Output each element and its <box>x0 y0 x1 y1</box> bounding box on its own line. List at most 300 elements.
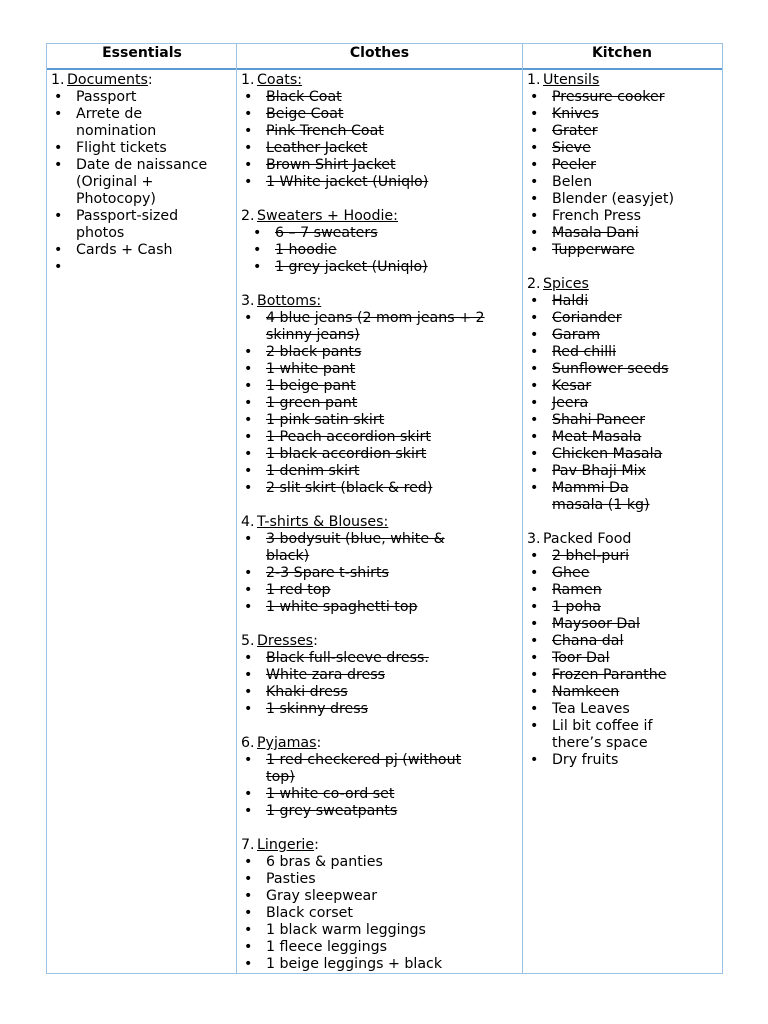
item-line: Beige Coat <box>266 106 344 122</box>
list-item <box>523 208 722 225</box>
section-heading: Bottoms: <box>257 293 322 309</box>
list-item <box>523 718 722 752</box>
item-line: 4 blue jeans (2 mom jeans + 2 <box>266 310 485 326</box>
section-title <box>523 531 722 548</box>
packed-item-text <box>552 667 666 683</box>
packed-item-text <box>552 327 600 343</box>
item-text <box>266 905 353 921</box>
kitchen-column <box>523 72 722 769</box>
list-item <box>47 140 236 157</box>
bullet-icon: • <box>253 225 262 241</box>
section-title <box>237 837 522 854</box>
item-line: Sunflower seeds <box>552 361 669 377</box>
section-heading: Dresses <box>257 633 314 649</box>
item-line: Peeler <box>552 157 597 173</box>
item-line: nomination <box>76 123 157 139</box>
bullet-icon: • <box>244 599 253 615</box>
list-section <box>237 735 522 820</box>
list-item <box>237 174 522 191</box>
packed-item-text <box>552 242 635 258</box>
list-item <box>523 616 722 633</box>
list-item <box>237 89 522 106</box>
bullet-icon: • <box>530 242 539 258</box>
packed-item-text <box>552 157 596 173</box>
bullet-icon: • <box>530 412 539 428</box>
section-title <box>237 735 522 752</box>
list-item <box>237 905 522 922</box>
list-section <box>523 72 722 259</box>
bullet-icon: • <box>530 123 539 139</box>
item-text <box>76 140 167 156</box>
section-title <box>47 72 236 89</box>
item-line: Kesar <box>552 378 592 394</box>
item-line: there’s space <box>552 735 648 751</box>
item-line: Namkeen <box>552 684 620 700</box>
item-line: Passport <box>76 89 137 105</box>
packed-item-text <box>266 361 355 377</box>
bullet-icon: • <box>530 293 539 309</box>
packed-item-text <box>552 599 601 615</box>
list-item <box>237 531 522 565</box>
packed-item-text <box>266 786 394 802</box>
list-section <box>47 72 236 275</box>
packed-item-text <box>266 582 331 598</box>
item-line: photos <box>76 225 125 241</box>
table-header-row <box>47 44 722 70</box>
packed-item-text <box>552 684 619 700</box>
list-section <box>237 208 522 276</box>
item-list <box>523 548 722 769</box>
list-item <box>523 599 722 616</box>
item-line: Ramen <box>552 582 602 598</box>
section-number: 3. <box>527 531 541 547</box>
section-heading-suffix: : <box>316 735 322 751</box>
packed-item-text <box>552 344 616 360</box>
bullet-icon: • <box>530 667 539 683</box>
item-line: Pav Bhaji Mix <box>552 463 646 479</box>
bullet-icon: • <box>244 684 253 700</box>
item-text <box>552 208 641 224</box>
bullet-icon: • <box>530 429 539 445</box>
section-heading-suffix: : <box>314 837 319 853</box>
packed-item-text <box>266 157 396 173</box>
item-line: Maysoor Dal <box>552 616 640 632</box>
list-item <box>237 939 522 956</box>
list-item <box>523 174 722 191</box>
bullet-icon: • <box>54 157 63 173</box>
item-line: Mammi Da <box>552 480 629 496</box>
list-item <box>237 888 522 905</box>
item-text <box>552 174 592 190</box>
list-item <box>523 701 722 718</box>
item-line: French Press <box>552 208 642 224</box>
list-item <box>523 191 722 208</box>
packed-item-text <box>275 242 337 258</box>
item-list <box>523 293 722 514</box>
section-number: 3. <box>241 293 255 309</box>
item-line: 6 bras & panties <box>266 854 383 870</box>
section-number: 2. <box>527 276 541 292</box>
list-section <box>237 72 522 191</box>
packed-item-text <box>266 650 429 666</box>
item-line: Pasties <box>266 871 316 887</box>
item-line: 3 bodysuit (blue, white & <box>266 531 445 547</box>
item-list <box>237 89 522 191</box>
list-item <box>237 922 522 939</box>
item-text <box>266 956 442 972</box>
bullet-icon: • <box>530 463 539 479</box>
list-item <box>523 446 722 463</box>
item-line: Garam <box>552 327 601 343</box>
item-line: Chana dal <box>552 633 624 649</box>
packed-item-text <box>552 310 622 326</box>
bullet-icon: • <box>244 939 253 955</box>
bullet-icon: • <box>244 582 253 598</box>
packed-item-text <box>266 446 426 462</box>
list-item <box>237 480 522 497</box>
list-item <box>523 293 722 310</box>
packed-item-text <box>552 89 665 105</box>
packed-item-text <box>266 667 385 683</box>
list-item <box>237 565 522 582</box>
header-clothes: Clothes <box>349 45 410 61</box>
list-item <box>237 242 522 259</box>
bullet-icon: • <box>244 140 253 156</box>
packed-item-text <box>552 446 662 462</box>
bullet-icon: • <box>244 157 253 173</box>
item-line: 1 beige leggings + black <box>266 956 443 972</box>
list-item <box>237 361 522 378</box>
item-list <box>237 531 522 616</box>
bullet-icon: • <box>530 395 539 411</box>
item-text <box>266 854 383 870</box>
packed-item-text <box>552 480 650 513</box>
bullet-icon: • <box>244 395 253 411</box>
packed-item-text <box>552 565 589 581</box>
bullet-icon: • <box>530 361 539 377</box>
list-item <box>47 106 236 140</box>
packed-item-text <box>552 293 588 309</box>
list-item <box>47 208 236 242</box>
item-text <box>76 242 172 258</box>
list-item <box>523 650 722 667</box>
list-item <box>237 701 522 718</box>
item-list <box>237 650 522 718</box>
bullet-icon: • <box>530 106 539 122</box>
list-item <box>523 225 722 242</box>
section-number: 1. <box>527 72 541 88</box>
item-line: Blender (easyjet) <box>552 191 674 207</box>
section-heading: T-shirts & Blouses: <box>257 514 389 530</box>
item-line: 1 white spaghetti top <box>266 599 418 615</box>
list-item <box>523 463 722 480</box>
bullet-icon: • <box>244 922 253 938</box>
bullet-icon: • <box>244 905 253 921</box>
section-heading: Spices <box>543 276 589 292</box>
bullet-icon: • <box>244 412 253 428</box>
section-number: 4. <box>241 514 255 530</box>
item-line: 1 pink satin skirt <box>266 412 385 428</box>
list-item <box>523 310 722 327</box>
packed-item-text <box>266 310 485 343</box>
packed-item-text <box>552 140 591 156</box>
bullet-icon: • <box>54 140 63 156</box>
item-line: 1 hoodie <box>275 242 337 258</box>
item-line: Shahi Paneer <box>552 412 646 428</box>
bullet-icon: • <box>530 208 539 224</box>
item-line: 1 grey jacket (Uniqlo) <box>275 259 428 275</box>
packed-item-text <box>552 378 591 394</box>
list-item <box>523 242 722 259</box>
bullet-icon: • <box>244 429 253 445</box>
list-item <box>237 157 522 174</box>
list-item <box>523 327 722 344</box>
item-line: Ghee <box>552 565 590 581</box>
item-text <box>266 871 316 887</box>
packed-item-text <box>552 106 599 122</box>
bullet-icon: • <box>530 89 539 105</box>
bullet-icon: • <box>244 667 253 683</box>
list-item <box>237 225 522 242</box>
header-essentials: Essentials <box>102 45 182 61</box>
packed-item-text <box>266 752 461 785</box>
item-list <box>523 89 722 259</box>
bullet-icon: • <box>244 480 253 496</box>
item-list <box>47 89 236 275</box>
item-line: Haldi <box>552 293 589 309</box>
item-line: masala (1 kg) <box>552 497 650 513</box>
packed-item-text <box>266 684 348 700</box>
item-line: Meat Masala <box>552 429 642 445</box>
packed-item-text <box>552 548 629 564</box>
item-list <box>237 310 522 497</box>
bullet-icon: • <box>244 310 253 326</box>
section-title <box>237 208 522 225</box>
packed-item-text <box>266 174 428 190</box>
item-line: 1 Peach accordion skirt <box>266 429 431 445</box>
bullet-icon: • <box>530 446 539 462</box>
item-line: Black corset <box>266 905 353 921</box>
bullet-icon: • <box>54 106 63 122</box>
section-number: 2. <box>241 208 255 224</box>
list-item <box>47 242 236 259</box>
section-title <box>237 72 522 89</box>
bullet-icon: • <box>244 803 253 819</box>
item-line: 6 – 7 sweaters <box>275 225 378 241</box>
item-text <box>266 922 426 938</box>
section-heading: Utensils <box>543 72 600 88</box>
section-title <box>523 72 722 89</box>
bullet-icon: • <box>530 616 539 632</box>
item-line: 1 red checkered pj (without <box>266 752 462 768</box>
item-line: Lil bit coffee if <box>552 718 653 734</box>
item-line: Frozen Paranthe <box>552 667 667 683</box>
header-kitchen: Kitchen <box>591 45 653 61</box>
packed-item-text <box>275 259 428 275</box>
bullet-icon: • <box>530 157 539 173</box>
clothes-column <box>237 72 522 973</box>
list-section <box>523 276 722 514</box>
item-text <box>266 939 387 955</box>
item-line: 1 white co-ord set <box>266 786 395 802</box>
list-section <box>523 531 722 769</box>
item-line: 1 white pant <box>266 361 356 377</box>
item-line: top) <box>266 769 295 785</box>
bullet-icon: • <box>530 480 539 496</box>
list-item <box>237 599 522 616</box>
item-text <box>76 106 156 139</box>
bullet-icon: • <box>530 650 539 666</box>
item-line: Brown Shirt Jacket <box>266 157 396 173</box>
item-line: Flight tickets <box>76 140 167 156</box>
packed-item-text <box>552 412 645 428</box>
list-item <box>237 344 522 361</box>
item-line: Black Coat <box>266 89 342 105</box>
item-line: black) <box>266 548 310 564</box>
list-item <box>523 752 722 769</box>
list-item <box>523 89 722 106</box>
list-section <box>237 293 522 497</box>
packed-item-text <box>552 616 640 632</box>
list-item <box>47 157 236 208</box>
item-line: 1 red top <box>266 582 331 598</box>
list-item <box>237 123 522 140</box>
item-line: 2-3 Spare t-shirts <box>266 565 389 581</box>
section-heading-suffix: : <box>313 633 318 649</box>
packed-item-text <box>275 225 378 241</box>
list-item <box>237 956 522 973</box>
bullet-icon: • <box>244 565 253 581</box>
item-text <box>76 208 178 241</box>
packed-item-text <box>266 123 384 139</box>
item-list <box>237 225 522 276</box>
item-line: 1 green pant <box>266 395 358 411</box>
packed-item-text <box>266 701 368 717</box>
item-line: Dry fruits <box>552 752 619 768</box>
bullet-icon: • <box>244 701 253 717</box>
bullet-icon: • <box>244 888 253 904</box>
list-item <box>237 667 522 684</box>
item-line: Khaki dress <box>266 684 348 700</box>
item-text <box>552 718 652 751</box>
section-number: 1. <box>51 72 65 88</box>
list-item <box>237 803 522 820</box>
bullet-icon: • <box>244 344 253 360</box>
packed-item-text <box>552 650 610 666</box>
list-item <box>237 650 522 667</box>
bullet-icon: • <box>530 140 539 156</box>
bullet-icon: • <box>530 752 539 768</box>
item-line: Chicken Masala <box>552 446 663 462</box>
section-number: 7. <box>241 837 255 853</box>
list-item <box>237 429 522 446</box>
bullet-icon: • <box>530 684 539 700</box>
packing-list-table <box>46 43 723 974</box>
packed-item-text <box>552 463 646 479</box>
list-item <box>523 344 722 361</box>
list-item <box>523 395 722 412</box>
list-item <box>237 854 522 871</box>
list-item <box>523 378 722 395</box>
bullet-icon: • <box>530 378 539 394</box>
packed-item-text <box>552 395 588 411</box>
bullet-icon: • <box>244 89 253 105</box>
section-heading: Sweaters + Hoodie: <box>257 208 398 224</box>
item-line: 2 slit skirt (black & red) <box>266 480 433 496</box>
list-item <box>47 89 236 106</box>
item-line: White zara dress <box>266 667 385 683</box>
item-line: (Original + <box>76 174 154 190</box>
item-line: Cards + Cash <box>76 242 173 258</box>
list-item <box>523 548 722 565</box>
item-line: 1 fleece leggings <box>266 939 387 955</box>
item-text <box>552 752 618 768</box>
list-item <box>523 157 722 174</box>
item-list <box>237 752 522 820</box>
item-line: 1 poha <box>552 599 601 615</box>
bullet-icon: • <box>244 361 253 377</box>
item-list <box>237 854 522 973</box>
bullet-icon: • <box>54 208 63 224</box>
item-line: Gray sleepwear <box>266 888 378 904</box>
list-item <box>523 140 722 157</box>
bullet-icon: • <box>530 718 539 734</box>
bullet-icon: • <box>244 174 253 190</box>
bullet-icon: • <box>244 786 253 802</box>
list-item <box>237 140 522 157</box>
list-item <box>237 395 522 412</box>
list-item <box>523 582 722 599</box>
list-section <box>237 514 522 616</box>
item-line: Black full-sleeve dress. <box>266 650 429 666</box>
list-item <box>523 633 722 650</box>
item-line: Jeera <box>552 395 589 411</box>
section-title <box>523 276 722 293</box>
section-heading-suffix: : <box>147 72 153 88</box>
list-item <box>237 412 522 429</box>
section-heading: Coats: <box>257 72 303 88</box>
section-heading: Packed Food <box>543 531 632 547</box>
packed-item-text <box>266 395 357 411</box>
item-line: Toor Dal <box>552 650 610 666</box>
section-title <box>237 514 522 531</box>
packed-item-text <box>266 531 445 564</box>
bullet-icon: • <box>244 123 253 139</box>
packed-item-text <box>266 140 367 156</box>
list-section <box>237 633 522 718</box>
item-line: Arrete de <box>76 106 143 122</box>
packed-item-text <box>552 123 598 139</box>
section-heading: Pyjamas <box>257 735 317 751</box>
item-line: Passport-sized <box>76 208 179 224</box>
item-line: Date de naissance <box>76 157 208 173</box>
list-item <box>237 871 522 888</box>
bullet-icon: • <box>54 259 63 275</box>
packed-item-text <box>266 89 342 105</box>
bullet-icon: • <box>530 633 539 649</box>
packed-item-text <box>552 429 641 445</box>
item-line: Grater <box>552 123 598 139</box>
list-item <box>237 446 522 463</box>
list-item <box>237 786 522 803</box>
list-item <box>237 378 522 395</box>
section-title <box>237 633 522 650</box>
packed-item-text <box>266 565 389 581</box>
packed-item-text <box>266 378 356 394</box>
section-heading: Documents <box>67 72 148 88</box>
packed-item-text <box>266 412 384 428</box>
bullet-icon: • <box>244 956 253 972</box>
